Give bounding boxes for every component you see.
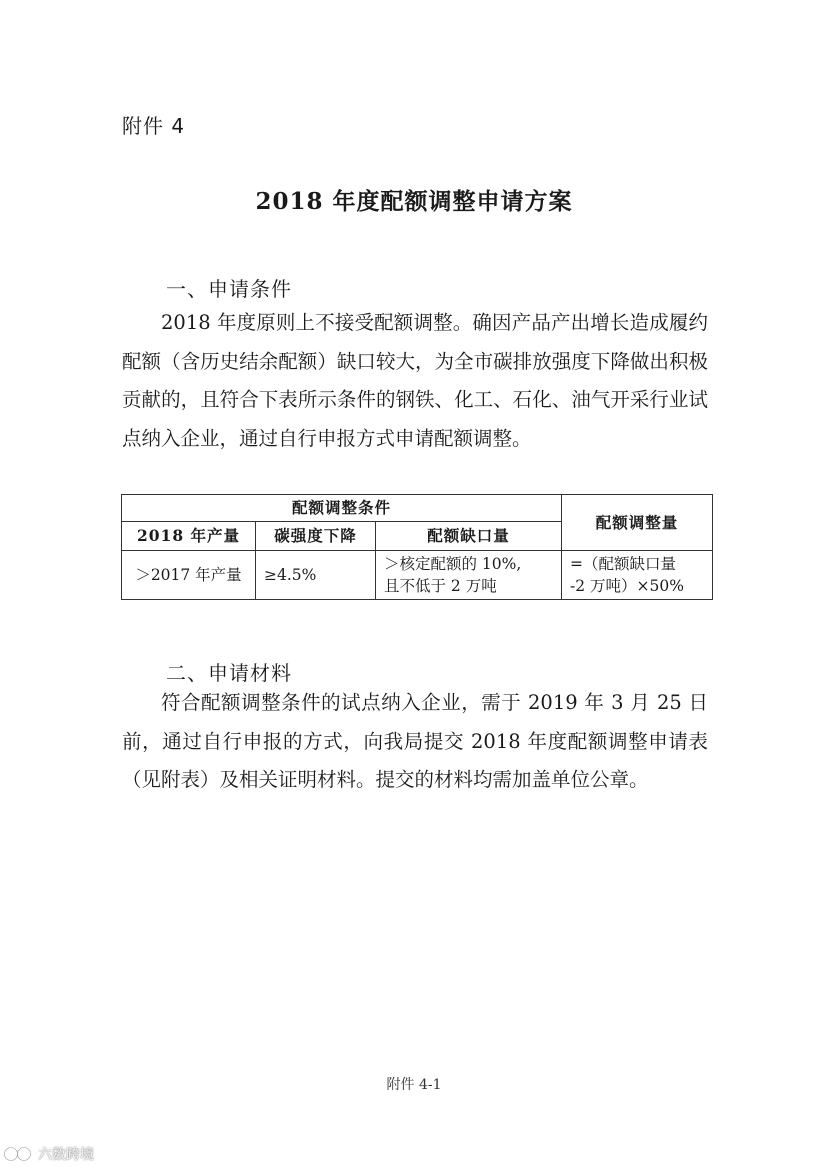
document-title: 2018 年度配额调整申请方案 — [255, 188, 573, 215]
conditions-paragraph: 2018 年度原则上不接受配额调整。确因产品产出增长造成履约配额（含历史结余配额）缺口较大，为全市碳排放强度下降做出积极贡献的，且符合下表所示条件的钢铁、化工、石化、油气开采行业试点纳入企业，通过自行申报方式申请配额调整。 — [122, 311, 708, 450]
cell-adjustment-line1: =（配额缺口量 — [570, 555, 677, 573]
cell-output: ＞2017 年产量 — [122, 551, 256, 600]
cell-adjustment-line2: -2 万吨）×50% — [570, 577, 684, 595]
table-header-output: 2018 年产量 — [122, 522, 256, 551]
section-heading-materials: 二、申请材料 — [166, 661, 292, 685]
brand-logo-icon — [4, 1145, 34, 1163]
watermark — [4, 1144, 94, 1164]
watermark-text: 六数跨境 — [38, 1147, 94, 1163]
cell-gap-line2: 且不低于 2 万吨 — [384, 577, 497, 595]
cell-adjustment — [562, 551, 713, 600]
attachment-label: 附件 4 — [122, 114, 186, 138]
section-heading-conditions: 一、申请条件 — [166, 277, 292, 301]
table-group-header: 配额调整条件 — [122, 495, 562, 522]
page-footer: 附件 4-1 — [386, 1077, 442, 1093]
table-row — [122, 551, 713, 600]
table-header-gap: 配额缺口量 — [376, 522, 562, 551]
materials-paragraph: 符合配额调整条件的试点纳入企业，需于 2019 年 3 月 25 日前，通过自行申报的方式，向我局提交 2018 年度配额调整申请表（见附表）及相关证明材料。提交的材料均需加盖单位公章。 — [122, 691, 708, 792]
cell-gap — [376, 551, 562, 600]
cell-intensity: ≥4.5% — [256, 551, 376, 600]
conditions-table — [121, 494, 713, 600]
cell-gap-line1: ＞核定配额的 10%, — [384, 555, 522, 573]
table-header-intensity: 碳强度下降 — [256, 522, 376, 551]
table-adjustment-header: 配额调整量 — [562, 495, 713, 551]
